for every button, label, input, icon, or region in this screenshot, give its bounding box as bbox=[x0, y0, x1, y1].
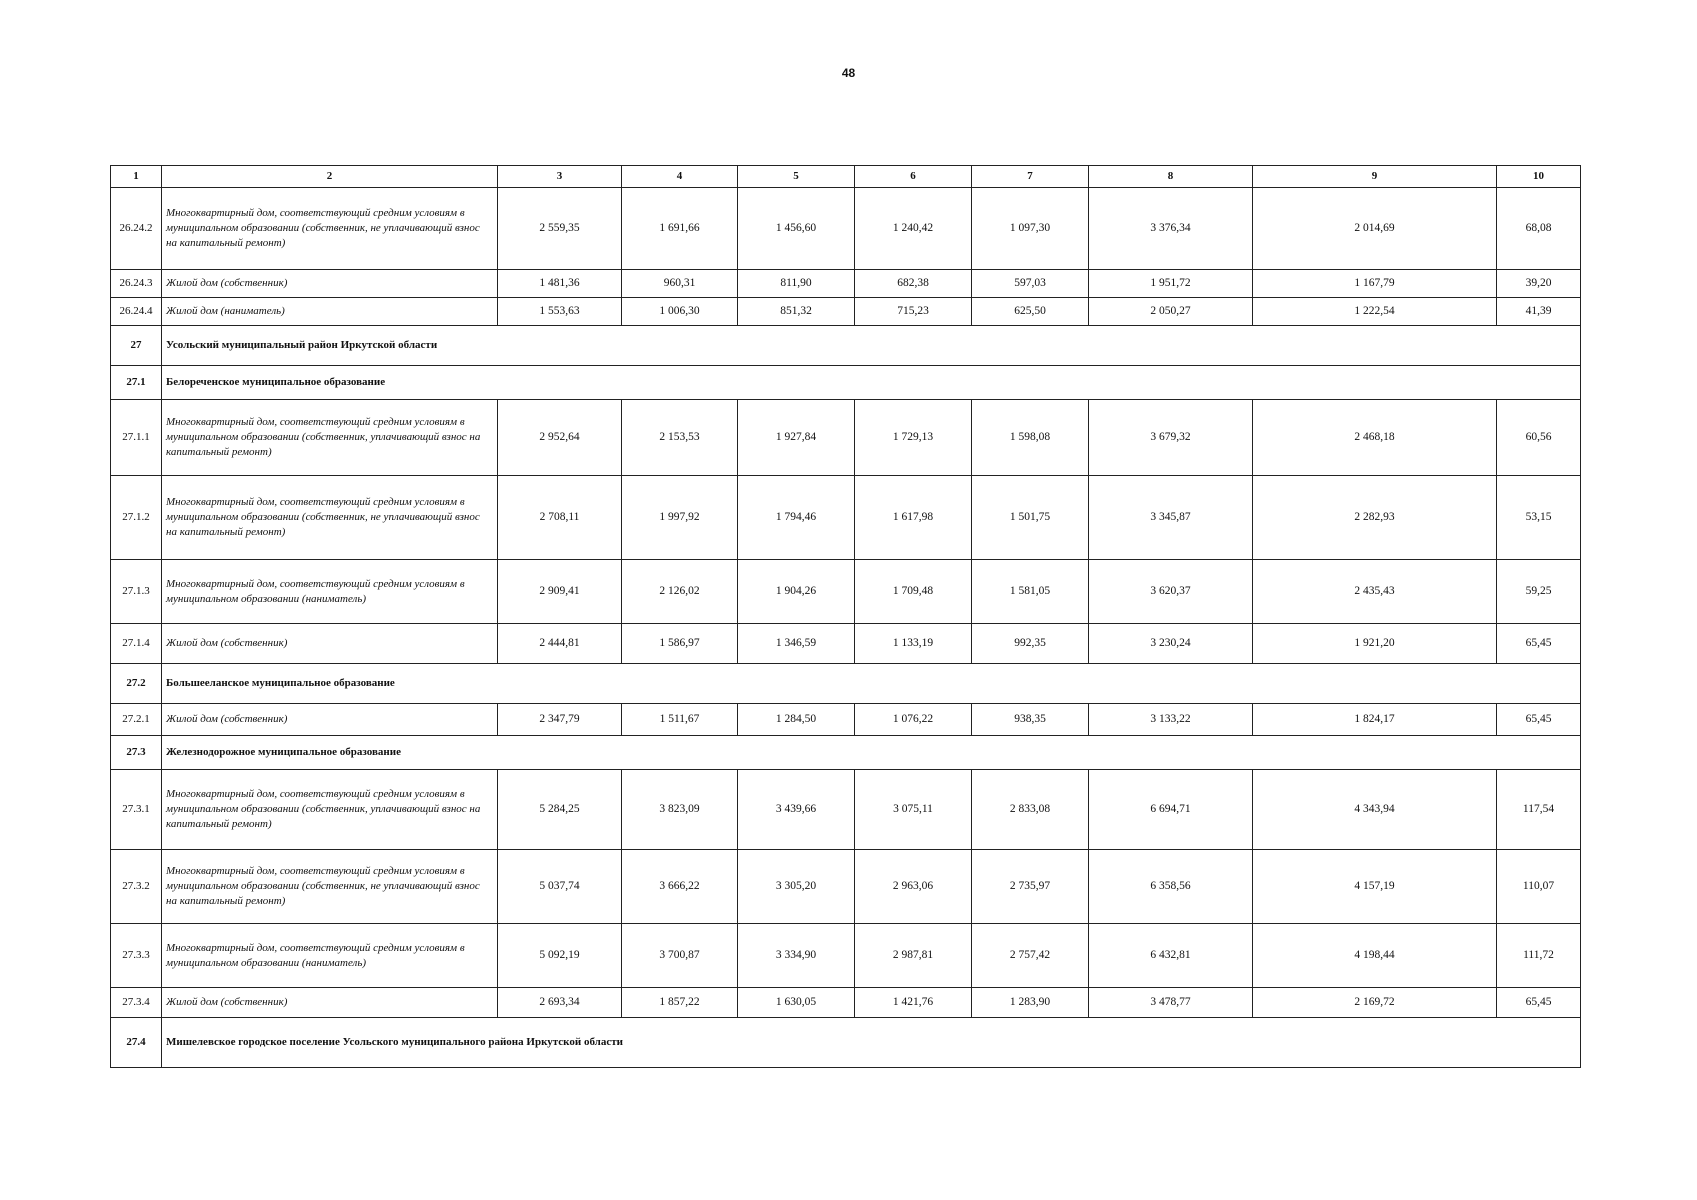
value-cell: 2 347,79 bbox=[498, 704, 622, 736]
value-cell: 65,45 bbox=[1497, 704, 1581, 736]
table-row bbox=[111, 924, 1581, 988]
table-row bbox=[111, 988, 1581, 1018]
value-cell: 1 283,90 bbox=[972, 988, 1089, 1018]
value-cell: 1 421,76 bbox=[855, 988, 972, 1018]
value-cell: 3 345,87 bbox=[1089, 476, 1253, 560]
value-cell: 1 729,13 bbox=[855, 400, 972, 476]
value-cell: 68,08 bbox=[1497, 188, 1581, 270]
value-cell: 938,35 bbox=[972, 704, 1089, 736]
value-cell: 3 700,87 bbox=[622, 924, 738, 988]
row-code: 27.3.3 bbox=[111, 924, 162, 988]
value-cell: 682,38 bbox=[855, 270, 972, 298]
value-cell: 811,90 bbox=[738, 270, 855, 298]
value-cell: 1 997,92 bbox=[622, 476, 738, 560]
section-title: Белореченское муниципальное образование bbox=[162, 366, 1581, 400]
section-title: Железнодорожное муниципальное образование bbox=[162, 736, 1581, 770]
value-cell: 5 092,19 bbox=[498, 924, 622, 988]
value-cell: 715,23 bbox=[855, 298, 972, 326]
value-cell: 1 691,66 bbox=[622, 188, 738, 270]
value-cell: 1 456,60 bbox=[738, 188, 855, 270]
value-cell: 2 757,42 bbox=[972, 924, 1089, 988]
value-cell: 1 794,46 bbox=[738, 476, 855, 560]
row-code: 27.3.4 bbox=[111, 988, 162, 1018]
row-description: Многоквартирный дом, соответствующий средним условиям в муниципальном образовании (собственник, не уплачивающий взнос на капитальный ремонт) bbox=[162, 188, 498, 270]
value-cell: 1 553,63 bbox=[498, 298, 622, 326]
page-number: 48 bbox=[841, 66, 856, 80]
section-row bbox=[111, 1018, 1581, 1068]
value-cell: 2 735,97 bbox=[972, 850, 1089, 924]
value-cell: 1 581,05 bbox=[972, 560, 1089, 624]
column-number: 8 bbox=[1089, 166, 1253, 188]
section-title: Большееланское муниципальное образование bbox=[162, 664, 1581, 704]
value-cell: 110,07 bbox=[1497, 850, 1581, 924]
row-code: 27.1.4 bbox=[111, 624, 162, 664]
value-cell: 1 097,30 bbox=[972, 188, 1089, 270]
value-cell: 2 169,72 bbox=[1253, 988, 1497, 1018]
value-cell: 3 133,22 bbox=[1089, 704, 1253, 736]
value-cell: 2 126,02 bbox=[622, 560, 738, 624]
value-cell: 2 708,11 bbox=[498, 476, 622, 560]
value-cell: 1 240,42 bbox=[855, 188, 972, 270]
value-cell: 41,39 bbox=[1497, 298, 1581, 326]
row-description: Многоквартирный дом, соответствующий средним условиям в муниципальном образовании (наниматель) bbox=[162, 560, 498, 624]
value-cell: 59,25 bbox=[1497, 560, 1581, 624]
table-row bbox=[111, 298, 1581, 326]
section-code: 27.2 bbox=[111, 664, 162, 704]
value-cell: 1 586,97 bbox=[622, 624, 738, 664]
value-cell: 1 222,54 bbox=[1253, 298, 1497, 326]
row-description: Многоквартирный дом, соответствующий средним условиям в муниципальном образовании (собственник, не уплачивающий взнос на капитальный ремонт) bbox=[162, 476, 498, 560]
value-cell: 2 050,27 bbox=[1089, 298, 1253, 326]
row-description: Жилой дом (собственник) bbox=[162, 270, 498, 298]
row-description: Многоквартирный дом, соответствующий средним условиям в муниципальном образовании (собственник, уплачивающий взнос на капитальный ремонт) bbox=[162, 400, 498, 476]
value-cell: 3 075,11 bbox=[855, 770, 972, 850]
value-cell: 3 376,34 bbox=[1089, 188, 1253, 270]
value-cell: 2 987,81 bbox=[855, 924, 972, 988]
column-number: 6 bbox=[855, 166, 972, 188]
table-row bbox=[111, 400, 1581, 476]
value-cell: 960,31 bbox=[622, 270, 738, 298]
table-row bbox=[111, 476, 1581, 560]
value-cell: 1 630,05 bbox=[738, 988, 855, 1018]
row-code: 27.3.2 bbox=[111, 850, 162, 924]
value-cell: 1 824,17 bbox=[1253, 704, 1497, 736]
value-cell: 5 284,25 bbox=[498, 770, 622, 850]
value-cell: 65,45 bbox=[1497, 988, 1581, 1018]
column-number: 5 bbox=[738, 166, 855, 188]
value-cell: 2 693,34 bbox=[498, 988, 622, 1018]
value-cell: 3 305,20 bbox=[738, 850, 855, 924]
table-row bbox=[111, 270, 1581, 298]
row-description: Жилой дом (наниматель) bbox=[162, 298, 498, 326]
value-cell: 60,56 bbox=[1497, 400, 1581, 476]
value-cell: 1 133,19 bbox=[855, 624, 972, 664]
value-cell: 1 709,48 bbox=[855, 560, 972, 624]
value-cell: 625,50 bbox=[972, 298, 1089, 326]
row-description: Многоквартирный дом, соответствующий средним условиям в муниципальном образовании (собственник, уплачивающий взнос на капитальный ремонт) bbox=[162, 770, 498, 850]
value-cell: 1 167,79 bbox=[1253, 270, 1497, 298]
value-cell: 3 334,90 bbox=[738, 924, 855, 988]
value-cell: 3 620,37 bbox=[1089, 560, 1253, 624]
section-row bbox=[111, 664, 1581, 704]
section-row bbox=[111, 736, 1581, 770]
value-cell: 2 468,18 bbox=[1253, 400, 1497, 476]
row-description: Многоквартирный дом, соответствующий средним условиям в муниципальном образовании (наниматель) bbox=[162, 924, 498, 988]
column-number: 1 bbox=[111, 166, 162, 188]
value-cell: 1 598,08 bbox=[972, 400, 1089, 476]
row-code: 27.3.1 bbox=[111, 770, 162, 850]
value-cell: 2 444,81 bbox=[498, 624, 622, 664]
table-row bbox=[111, 850, 1581, 924]
value-cell: 2 952,64 bbox=[498, 400, 622, 476]
section-code: 27 bbox=[111, 326, 162, 366]
value-cell: 6 694,71 bbox=[1089, 770, 1253, 850]
value-cell: 3 679,32 bbox=[1089, 400, 1253, 476]
value-cell: 117,54 bbox=[1497, 770, 1581, 850]
column-number: 10 bbox=[1497, 166, 1581, 188]
value-cell: 1 284,50 bbox=[738, 704, 855, 736]
section-code: 27.4 bbox=[111, 1018, 162, 1068]
value-cell: 53,15 bbox=[1497, 476, 1581, 560]
value-cell: 3 478,77 bbox=[1089, 988, 1253, 1018]
value-cell: 3 439,66 bbox=[738, 770, 855, 850]
value-cell: 1 857,22 bbox=[622, 988, 738, 1018]
row-code: 27.1.3 bbox=[111, 560, 162, 624]
value-cell: 3 666,22 bbox=[622, 850, 738, 924]
header-row bbox=[111, 166, 1581, 188]
value-cell: 65,45 bbox=[1497, 624, 1581, 664]
section-code: 27.3 bbox=[111, 736, 162, 770]
value-cell: 2 963,06 bbox=[855, 850, 972, 924]
row-code: 26.24.3 bbox=[111, 270, 162, 298]
column-number: 2 bbox=[162, 166, 498, 188]
row-code: 27.1.1 bbox=[111, 400, 162, 476]
table-row bbox=[111, 704, 1581, 736]
row-description: Жилой дом (собственник) bbox=[162, 988, 498, 1018]
table-row bbox=[111, 770, 1581, 850]
value-cell: 1 904,26 bbox=[738, 560, 855, 624]
column-number: 7 bbox=[972, 166, 1089, 188]
row-description: Жилой дом (собственник) bbox=[162, 704, 498, 736]
row-code: 27.2.1 bbox=[111, 704, 162, 736]
value-cell: 4 343,94 bbox=[1253, 770, 1497, 850]
value-cell: 4 198,44 bbox=[1253, 924, 1497, 988]
row-code: 27.1.2 bbox=[111, 476, 162, 560]
value-cell: 4 157,19 bbox=[1253, 850, 1497, 924]
value-cell: 111,72 bbox=[1497, 924, 1581, 988]
section-title: Мишелевское городское поселение Усольского муниципального района Иркутской области bbox=[162, 1018, 1581, 1068]
value-cell: 1 481,36 bbox=[498, 270, 622, 298]
value-cell: 3 230,24 bbox=[1089, 624, 1253, 664]
section-title: Усольский муниципальный район Иркутской области bbox=[162, 326, 1581, 366]
value-cell: 1 927,84 bbox=[738, 400, 855, 476]
table-row bbox=[111, 624, 1581, 664]
table-row bbox=[111, 560, 1581, 624]
value-cell: 5 037,74 bbox=[498, 850, 622, 924]
row-description: Жилой дом (собственник) bbox=[162, 624, 498, 664]
value-cell: 1 511,67 bbox=[622, 704, 738, 736]
row-code: 26.24.2 bbox=[111, 188, 162, 270]
row-code: 26.24.4 bbox=[111, 298, 162, 326]
value-cell: 2 909,41 bbox=[498, 560, 622, 624]
section-row bbox=[111, 366, 1581, 400]
value-cell: 2 559,35 bbox=[498, 188, 622, 270]
column-number: 4 bbox=[622, 166, 738, 188]
value-cell: 1 076,22 bbox=[855, 704, 972, 736]
value-cell: 1 346,59 bbox=[738, 624, 855, 664]
value-cell: 1 951,72 bbox=[1089, 270, 1253, 298]
value-cell: 1 501,75 bbox=[972, 476, 1089, 560]
value-cell: 1 006,30 bbox=[622, 298, 738, 326]
value-cell: 6 358,56 bbox=[1089, 850, 1253, 924]
value-cell: 6 432,81 bbox=[1089, 924, 1253, 988]
column-number: 9 bbox=[1253, 166, 1497, 188]
table-row bbox=[111, 188, 1581, 270]
column-number: 3 bbox=[498, 166, 622, 188]
value-cell: 851,32 bbox=[738, 298, 855, 326]
row-description: Многоквартирный дом, соответствующий средним условиям в муниципальном образовании (собственник, не уплачивающий взнос на капитальный ремонт) bbox=[162, 850, 498, 924]
value-cell: 2 435,43 bbox=[1253, 560, 1497, 624]
section-row bbox=[111, 326, 1581, 366]
section-code: 27.1 bbox=[111, 366, 162, 400]
value-cell: 2 833,08 bbox=[972, 770, 1089, 850]
value-cell: 39,20 bbox=[1497, 270, 1581, 298]
value-cell: 2 014,69 bbox=[1253, 188, 1497, 270]
tariff-table bbox=[110, 165, 1581, 1068]
value-cell: 2 153,53 bbox=[622, 400, 738, 476]
value-cell: 1 617,98 bbox=[855, 476, 972, 560]
value-cell: 597,03 bbox=[972, 270, 1089, 298]
value-cell: 2 282,93 bbox=[1253, 476, 1497, 560]
value-cell: 1 921,20 bbox=[1253, 624, 1497, 664]
value-cell: 992,35 bbox=[972, 624, 1089, 664]
value-cell: 3 823,09 bbox=[622, 770, 738, 850]
